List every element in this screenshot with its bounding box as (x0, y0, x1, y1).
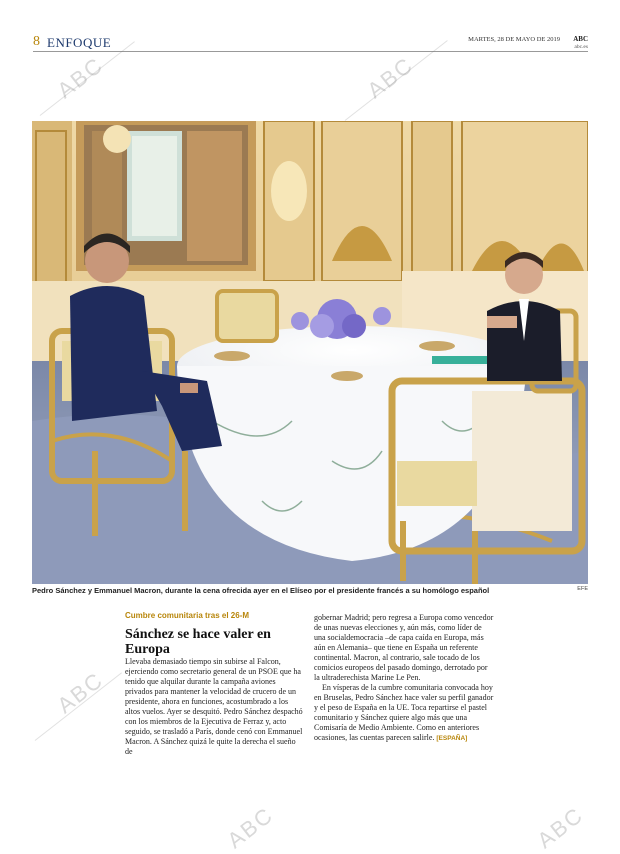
article-paragraph: Llevaba demasiado tiempo sin subirse al Falcon, ejerciendo como secretario general de un PSOE que ha tenido que alquilar durante la campaña aviones privados para mantener la velocidad de crucero de un presidente, ahora en funciones, acostumbrado a los altos vuelos. Ayer se desquitó. Pedro Sánchez despachó con los miembros de la Ejecutiva de Ferraz y, acto seguido, se trasladó a París, donde cenó con Emmanuel Macron. A Sánchez quizá le quite la derecha el sueño de (125, 657, 303, 756)
photo-credit: EFE (577, 586, 588, 592)
page-header (33, 34, 588, 50)
article-paragraph (314, 683, 494, 744)
photo-caption: Pedro Sánchez y Emmanuel Macron, durante la cena ofrecida ayer en el Elíseo por el presidente francés a su homólogo español (32, 586, 490, 595)
article-kicker: Cumbre comunitaria tras el 26-M (125, 611, 250, 620)
header-rule (33, 51, 588, 52)
dinner-scene-illustration (32, 121, 588, 584)
paragraph-text: En vísperas de la cumbre comunitaria convocada hoy en Bruselas, Pedro Sánchez hace valer su perfil ganador y el peso de España en la UE. Toca repartirse el pastel comunitario y Sánchez quiere algo más que una Comisaría de Medio Ambiente. Como en anteriores ocasiones, las cuentas parecen salirle. (314, 683, 494, 742)
issue-date: MARTES, 28 DE MAYO DE 2019 (468, 36, 560, 43)
article-photo (32, 121, 588, 584)
brand-logo: ABC (573, 35, 588, 43)
watermark: ABC (532, 801, 589, 854)
article-paragraph: gobernar Madrid; pero regresa a Europa como vencedor de unas nuevas elecciones y, aún más, como líder de una socialdemocracia –de capa caída en Europa, más aún en Alemania– que tiene en España un referente continental. Macron, al contrario, sale tocado de los comicios europeos del pasado domingo, derrotado por la ultraderechista Marine Le Pen. (314, 613, 494, 682)
watermark-line (345, 40, 448, 121)
article-column-1 (125, 657, 305, 757)
site-url[interactable]: abc.es (574, 44, 588, 50)
section-tag[interactable]: [ESPAÑA] (436, 735, 468, 742)
watermark-line (40, 41, 135, 116)
page-number: 8 (33, 34, 40, 49)
article-headline: Sánchez se hace valer en Europa (125, 627, 271, 657)
article-column-2 (314, 613, 494, 744)
watermark: ABC (52, 51, 109, 104)
watermark: ABC (362, 51, 419, 104)
watermark: ABC (52, 666, 109, 719)
section-title: ENFOQUE (47, 35, 112, 50)
watermark: ABC (222, 801, 279, 854)
